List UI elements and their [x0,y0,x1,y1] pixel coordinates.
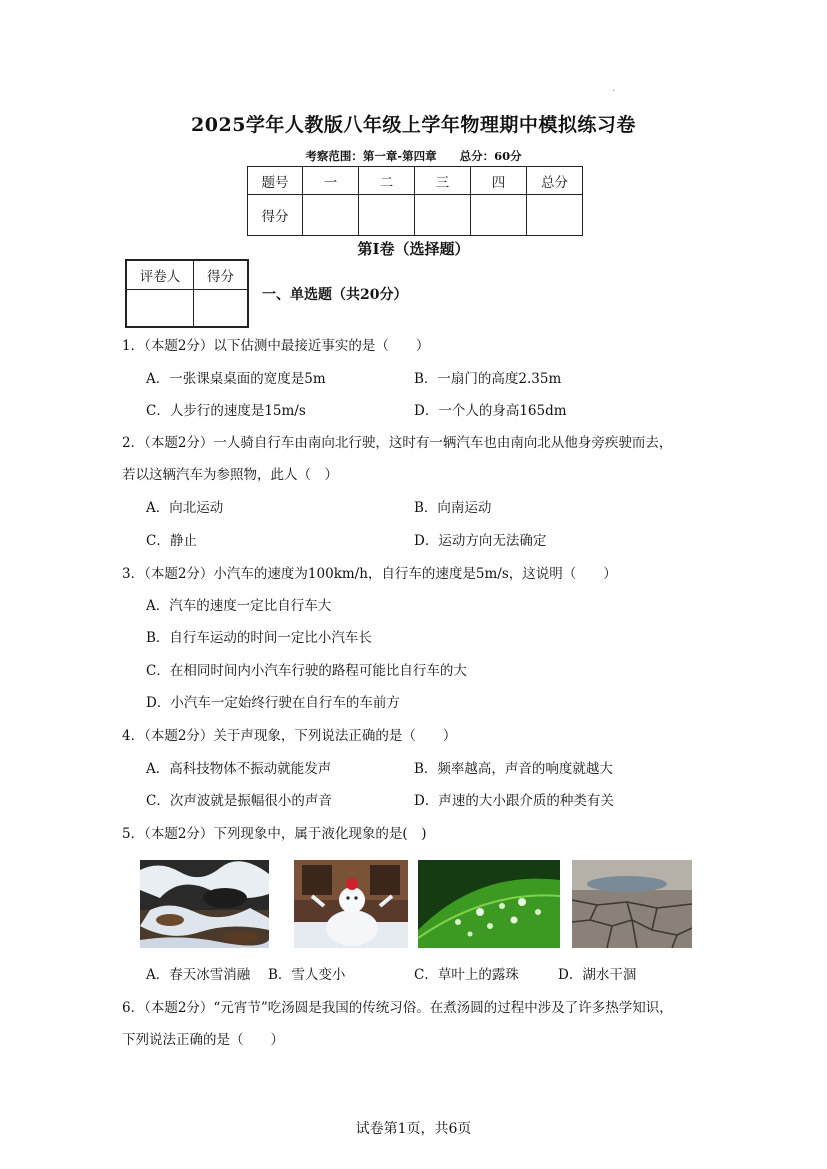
question-2-option-a[interactable]: A．向北运动 [146,500,224,516]
exam-subtitle: 考察范围：第一章-第四章 总分：60分 [305,149,522,163]
question-2-option-c[interactable]: C．静止 [146,533,197,549]
question-5-pictures [0,860,827,952]
question-5-stem: 5．（本题2分）下列现象中，属于液化现象的是( ) [122,826,427,842]
question-4-option-b[interactable]: B．频率越高，声音的响度就越大 [414,761,613,777]
snowman-photo [294,860,408,948]
grader-score-header: 得分 [194,260,249,290]
question-3-option-a[interactable]: A．汽车的速度一定比自行车大 [146,598,332,614]
score-row-label: 得分 [248,195,303,236]
score-cell-4[interactable] [471,195,527,236]
score-cell-2[interactable] [359,195,415,236]
section-title: 一、单选题（共20分） [262,287,408,303]
dewdrops-on-leaf-photo [418,860,560,948]
question-2-stem-cont: 若以这辆汽车为参照物，此人（ ） [122,467,338,483]
score-cell-total[interactable] [527,195,583,236]
snow-melting-photo [140,860,269,948]
score-cell-3[interactable] [415,195,471,236]
dry-lakebed-photo [572,860,692,948]
question-4-option-d[interactable]: D．声速的大小跟介质的种类有关 [414,793,614,809]
question-4-stem: 4．（本题2分）关于声现象，下列说法正确的是（ ） [122,728,457,744]
question-5-option-b[interactable]: B．雪人变小 [268,967,346,983]
score-header-3: 三 [415,167,471,195]
question-2-stem: 2．（本题2分）一人骑自行车由南向北行驶，这时有一辆汽车也由南向北从他身旁疾驶而去， [122,435,673,451]
question-3-option-b[interactable]: B．自行车运动的时间一定比小汽车长 [146,630,372,646]
question-3-stem: 3．（本题2分）小汽车的速度为100km/h，自行车的速度是5m/s，这说明（ ） [122,566,617,582]
question-1-option-a[interactable]: A．一张课桌桌面的宽度是5m [146,371,326,387]
score-header-4: 四 [471,167,527,195]
question-5-option-a[interactable]: A．春天冰雪消融 [146,967,251,983]
question-4-option-a[interactable]: A．高科技物体不振动就能发声 [146,761,332,777]
grader-header: 评卷人 [126,260,194,290]
grader-cell[interactable] [126,290,194,328]
score-header-total: 总分 [527,167,583,195]
question-3-option-d[interactable]: D．小汽车一定始终行驶在自行车的车前方 [146,695,400,711]
question-6-stem-cont: 下列说法正确的是（ ） [122,1032,284,1048]
corner-mark: . [612,84,615,93]
exam-title: 2025学年人教版八年级上学年物理期中模拟练习卷 [191,114,636,136]
volume-title: 第I卷（选择题） [357,240,470,258]
grader-table [125,259,249,328]
score-header-2: 二 [359,167,415,195]
question-5-option-d[interactable]: D．湖水干涸 [558,967,637,983]
question-1-option-d[interactable]: D．一个人的身高165dm [414,403,567,419]
score-header-label: 题号 [248,167,303,195]
question-3-option-c[interactable]: C．在相同时间内小汽车行驶的路程可能比自行车的大 [146,663,467,679]
page-footer: 试卷第1页，共6页 [355,1121,472,1137]
grader-score-cell[interactable] [194,290,249,328]
score-header-1: 一 [303,167,359,195]
question-1-option-c[interactable]: C．人步行的速度是15m/s [146,403,306,419]
question-4-option-c[interactable]: C．次声波就是振幅很小的声音 [146,793,332,809]
question-1-stem: 1．（本题2分）以下估测中最接近事实的是（ ） [122,338,430,354]
score-cell-1[interactable] [303,195,359,236]
question-2-option-b[interactable]: B．向南运动 [414,500,492,516]
question-1-option-b[interactable]: B．一扇门的高度2.35m [414,371,562,387]
question-5-option-c[interactable]: C．草叶上的露珠 [414,967,519,983]
question-6-stem: 6．（本题2分）“元宵节”吃汤圆是我国的传统习俗。在煮汤圆的过程中涉及了许多热学知识， [122,1000,673,1016]
question-2-option-d[interactable]: D．运动方向无法确定 [414,533,547,549]
score-table [247,166,583,236]
